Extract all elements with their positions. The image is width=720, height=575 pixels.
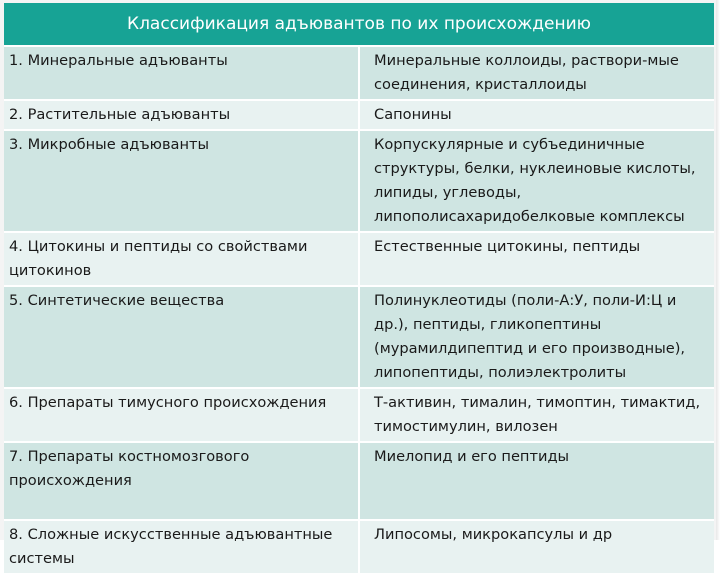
adjuvant-classification-table: [4, 3, 714, 575]
table-row: [4, 130, 714, 232]
table-row: [4, 442, 714, 520]
table-row: [4, 232, 714, 286]
table-row: [4, 520, 714, 574]
examples-cell: Т-активин, тималин, тимоптин, тимактид, тимостимулин, вилозен: [359, 388, 714, 442]
table-header-row: [4, 3, 714, 46]
table-row: [4, 388, 714, 442]
table-row: [4, 286, 714, 388]
category-cell: 5. Синтетические вещества: [4, 286, 359, 388]
category-cell: 6. Препараты тимусного происхождения: [4, 388, 359, 442]
table-row: [4, 100, 714, 130]
examples-cell: Естественные цитокины, пептиды: [359, 232, 714, 286]
category-cell: 8. Сложные искусственные адъювантные системы: [4, 520, 359, 574]
examples-cell: Липосомы, микрокапсулы и др: [359, 520, 714, 574]
category-cell: 4. Цитокины и пептиды со свойствами цитокинов: [4, 232, 359, 286]
examples-cell: Сапонины: [359, 100, 714, 130]
examples-cell: Корпускулярные и субъединичные структуры, белки, нуклеиновые кислоты, липиды, углеводы, липополисахаридобелковые комплексы: [359, 130, 714, 232]
examples-cell: Миелопид и его пептиды: [359, 442, 714, 520]
category-cell: 2. Растительные адъюванты: [4, 100, 359, 130]
examples-cell: Минеральные коллоиды, раствори-мые соединения, кристаллоиды: [359, 46, 714, 100]
category-cell: 3. Микробные адъюванты: [4, 130, 359, 232]
category-cell: 1. Минеральные адъюванты: [4, 46, 359, 100]
slide-edge: [716, 0, 720, 540]
category-cell: 7. Препараты костномозгового происхождения: [4, 442, 359, 520]
examples-cell: Полинуклеотиды (поли-А:У, поли-И:Ц и др.), пептиды, гликопептины (мурамилдипептид и его производные), липопептиды, полиэлектролиты: [359, 286, 714, 388]
table-title: Классификация адъювантов по их происхождению: [4, 3, 714, 46]
table-row: [4, 46, 714, 100]
